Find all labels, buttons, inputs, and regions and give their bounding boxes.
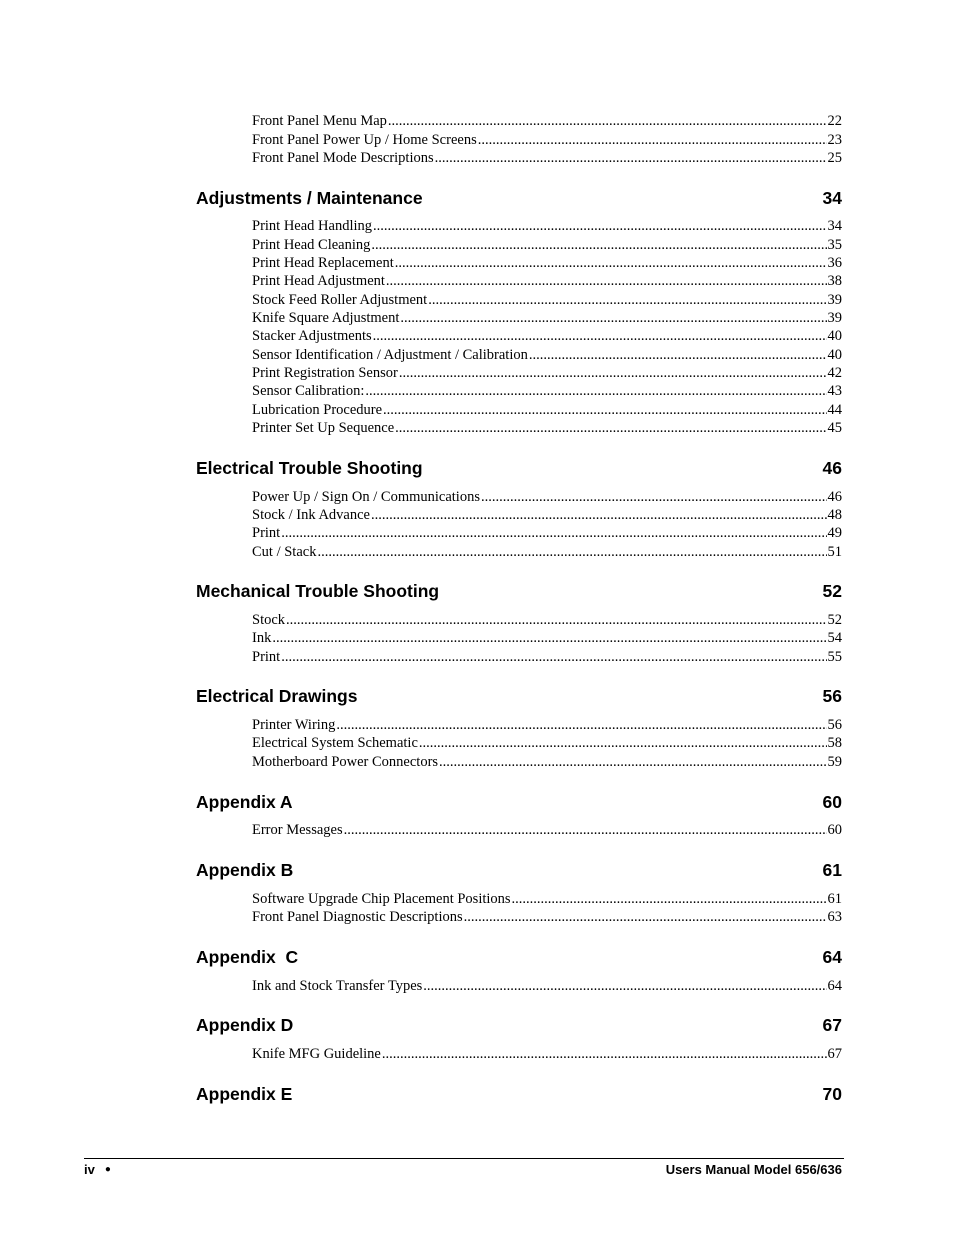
- toc-heading-title: Electrical Drawings: [196, 686, 358, 706]
- toc-entry-title: Print Head Handling: [252, 218, 373, 234]
- toc-entry-page: 43: [827, 383, 842, 399]
- toc-entry-title: Ink: [252, 630, 272, 646]
- dot-leader: [281, 524, 826, 542]
- toc-entry-page: 45: [827, 420, 842, 436]
- dot-leader: [400, 309, 826, 327]
- toc-entry-page: 35: [827, 237, 842, 253]
- toc-heading-title: Mechanical Trouble Shooting: [196, 581, 440, 601]
- toc-heading-page: 61: [822, 860, 842, 880]
- toc-entry-title: Print: [252, 649, 281, 665]
- dot-leader: [439, 753, 826, 771]
- dot-leader: [512, 890, 827, 908]
- dot-leader: [373, 327, 827, 345]
- dot-leader: [423, 977, 826, 995]
- toc-entry-page: 40: [827, 347, 842, 363]
- dot-leader: [478, 131, 827, 149]
- toc-entry[interactable]: [252, 419, 842, 437]
- footer-rule: [84, 1158, 844, 1159]
- toc-heading-page: 67: [822, 1015, 842, 1035]
- toc-entry-title: Front Panel Mode Descriptions: [252, 150, 434, 166]
- toc-entry-title: Power Up / Sign On / Communications: [252, 489, 480, 505]
- toc-entry-page: 61: [827, 891, 842, 907]
- dot-leader: [481, 488, 827, 506]
- toc-entry-title: Print: [252, 525, 281, 541]
- toc-entry-title: Stacker Adjustments: [252, 328, 372, 344]
- toc-entry-title: Print Head Replacement: [252, 255, 394, 271]
- toc-heading-title: Appendix E: [196, 1084, 293, 1104]
- dot-leader: [281, 648, 826, 666]
- dot-leader: [373, 217, 826, 235]
- toc-heading-title: Appendix D: [196, 1015, 294, 1035]
- toc-entry[interactable]: [252, 611, 842, 629]
- toc-entry-title: Sensor Identification / Adjustment / Calibration: [252, 347, 528, 363]
- toc-section-heading[interactable]: [196, 186, 842, 210]
- toc-entry-page: 42: [827, 365, 842, 381]
- dot-leader: [395, 419, 826, 437]
- toc-entry-title: Print Head Cleaning: [252, 237, 371, 253]
- toc-entry[interactable]: [252, 236, 842, 254]
- toc-entry[interactable]: [252, 131, 842, 149]
- toc-entry-title: Knife MFG Guideline: [252, 1046, 381, 1062]
- toc-section-heading[interactable]: [196, 456, 842, 480]
- toc-entry[interactable]: [252, 1045, 842, 1063]
- toc-entry-page: 51: [827, 544, 842, 560]
- toc-entry[interactable]: [252, 401, 842, 419]
- toc-entry-page: 58: [827, 735, 842, 751]
- toc-entry[interactable]: [252, 382, 842, 400]
- toc-entry[interactable]: [252, 977, 842, 995]
- toc-heading-page: 56: [822, 686, 842, 706]
- toc-section-heading[interactable]: [196, 684, 842, 708]
- toc-entry-page: 44: [827, 402, 842, 418]
- toc-entry[interactable]: [252, 364, 842, 382]
- toc-entry-page: 60: [827, 822, 842, 838]
- toc-entry-page: 52: [827, 612, 842, 628]
- toc-heading-title: Appendix B: [196, 860, 294, 880]
- toc-section-heading[interactable]: [196, 945, 842, 969]
- toc-entry[interactable]: [252, 543, 842, 561]
- toc-entry-page: 22: [827, 113, 842, 129]
- toc-entry-page: 38: [827, 273, 842, 289]
- dot-leader: [428, 291, 826, 309]
- toc-entry-page: 25: [827, 150, 842, 166]
- dot-leader: [336, 716, 826, 734]
- toc-entry-title: Error Messages: [252, 822, 343, 838]
- dot-leader: [399, 364, 827, 382]
- footer-bullet: ●: [104, 1164, 111, 1175]
- toc-entry-page: 64: [827, 978, 842, 994]
- dot-leader: [395, 254, 827, 272]
- toc-entry-title: Print Registration Sensor: [252, 365, 398, 381]
- toc-entry-title: Printer Set Up Sequence: [252, 420, 395, 436]
- toc-entry[interactable]: [252, 327, 842, 345]
- toc-entry-page: 23: [827, 132, 842, 148]
- toc-section-heading[interactable]: [196, 790, 842, 814]
- toc-entry[interactable]: [252, 734, 842, 752]
- toc-entry-page: 36: [827, 255, 842, 271]
- dot-leader: [529, 346, 827, 364]
- toc-heading-page: 70: [822, 1084, 842, 1104]
- toc-entry-title: Electrical System Schematic: [252, 735, 418, 751]
- toc-entry-title: Sensor Calibration:: [252, 383, 365, 399]
- toc-entry-page: 56: [827, 717, 842, 733]
- footer-page-number: iv: [84, 1162, 95, 1177]
- toc-entry[interactable]: [252, 890, 842, 908]
- dot-leader: [435, 149, 827, 167]
- toc-entry[interactable]: [252, 149, 842, 167]
- toc-entry-title: Print Head Adjustment: [252, 273, 385, 289]
- dot-leader: [464, 908, 827, 926]
- toc-heading-page: 52: [822, 581, 842, 601]
- toc-section-heading[interactable]: [196, 1082, 842, 1106]
- toc-entry-title: Lubrication Procedure: [252, 402, 383, 418]
- toc-entry-page: 55: [827, 649, 842, 665]
- toc-heading-page: 64: [822, 947, 842, 967]
- toc-entry-title: Stock Feed Roller Adjustment: [252, 292, 428, 308]
- toc-entry[interactable]: [252, 112, 842, 130]
- toc-entry[interactable]: [252, 648, 842, 666]
- toc-entry[interactable]: [252, 309, 842, 327]
- toc-entry-page: 40: [827, 328, 842, 344]
- dot-leader: [371, 236, 826, 254]
- toc-entry[interactable]: [252, 346, 842, 364]
- toc-entry-page: 39: [827, 292, 842, 308]
- toc-heading-page: 60: [822, 792, 842, 812]
- toc-entry-title: Front Panel Menu Map: [252, 113, 387, 129]
- dot-leader: [272, 629, 826, 647]
- dot-leader: [317, 543, 826, 561]
- toc-entry-page: 49: [827, 525, 842, 541]
- dot-leader: [382, 1045, 827, 1063]
- toc-heading-title: Electrical Trouble Shooting: [196, 458, 423, 478]
- toc-entry[interactable]: [252, 629, 842, 647]
- footer-manual-title: Users Manual Model 656/636: [665, 1162, 842, 1177]
- toc-entry-title: Stock / Ink Advance: [252, 507, 370, 523]
- toc-entry-title: Knife Square Adjustment: [252, 310, 400, 326]
- toc-entry-title: Front Panel Diagnostic Descriptions: [252, 909, 463, 925]
- toc-entry-page: 48: [827, 507, 842, 523]
- toc-entry-title: Ink and Stock Transfer Types: [252, 978, 423, 994]
- dot-leader: [388, 112, 827, 130]
- toc-entry-page: 59: [827, 754, 842, 770]
- toc-heading-title: Adjustments / Maintenance: [196, 188, 423, 208]
- toc-section-heading[interactable]: [196, 579, 842, 603]
- toc-entry-title: Stock: [252, 612, 286, 628]
- toc-entry-page: 39: [827, 310, 842, 326]
- toc-heading-title: Appendix C: [196, 947, 299, 967]
- toc-section-heading[interactable]: [196, 858, 842, 882]
- dot-leader: [286, 611, 826, 629]
- toc-entry-title: Printer Wiring: [252, 717, 336, 733]
- toc-entry[interactable]: [252, 716, 842, 734]
- toc-entry-title: Motherboard Power Connectors: [252, 754, 439, 770]
- toc-entry-page: 34: [827, 218, 842, 234]
- toc-entry-title: Front Panel Power Up / Home Screens: [252, 132, 477, 148]
- toc-section-heading[interactable]: [196, 1013, 842, 1037]
- toc-heading-page: 46: [822, 458, 842, 478]
- toc-entry[interactable]: [252, 821, 842, 839]
- toc-entry-title: Software Upgrade Chip Placement Positions: [252, 891, 511, 907]
- toc-heading-title: Appendix A: [196, 792, 293, 812]
- toc-entry[interactable]: [252, 272, 842, 290]
- toc-entry-page: 63: [827, 909, 842, 925]
- footer-left: [84, 1161, 111, 1179]
- toc-entry-title: Cut / Stack: [252, 544, 317, 560]
- dot-leader: [371, 506, 827, 524]
- dot-leader: [383, 401, 826, 419]
- dot-leader: [365, 382, 826, 400]
- toc-entry[interactable]: [252, 254, 842, 272]
- toc-entry-page: 54: [827, 630, 842, 646]
- dot-leader: [386, 272, 827, 290]
- toc-entry[interactable]: [252, 524, 842, 542]
- dot-leader: [344, 821, 827, 839]
- toc-entry[interactable]: [252, 217, 842, 235]
- toc-entry[interactable]: [252, 506, 842, 524]
- toc-entry[interactable]: [252, 908, 842, 926]
- toc-heading-page: 34: [822, 188, 842, 208]
- toc-entry-page: 46: [827, 489, 842, 505]
- dot-leader: [419, 734, 827, 752]
- toc-entry-page: 67: [827, 1046, 842, 1062]
- toc-entry[interactable]: [252, 488, 842, 506]
- toc-entry[interactable]: [252, 291, 842, 309]
- toc-entry[interactable]: [252, 753, 842, 771]
